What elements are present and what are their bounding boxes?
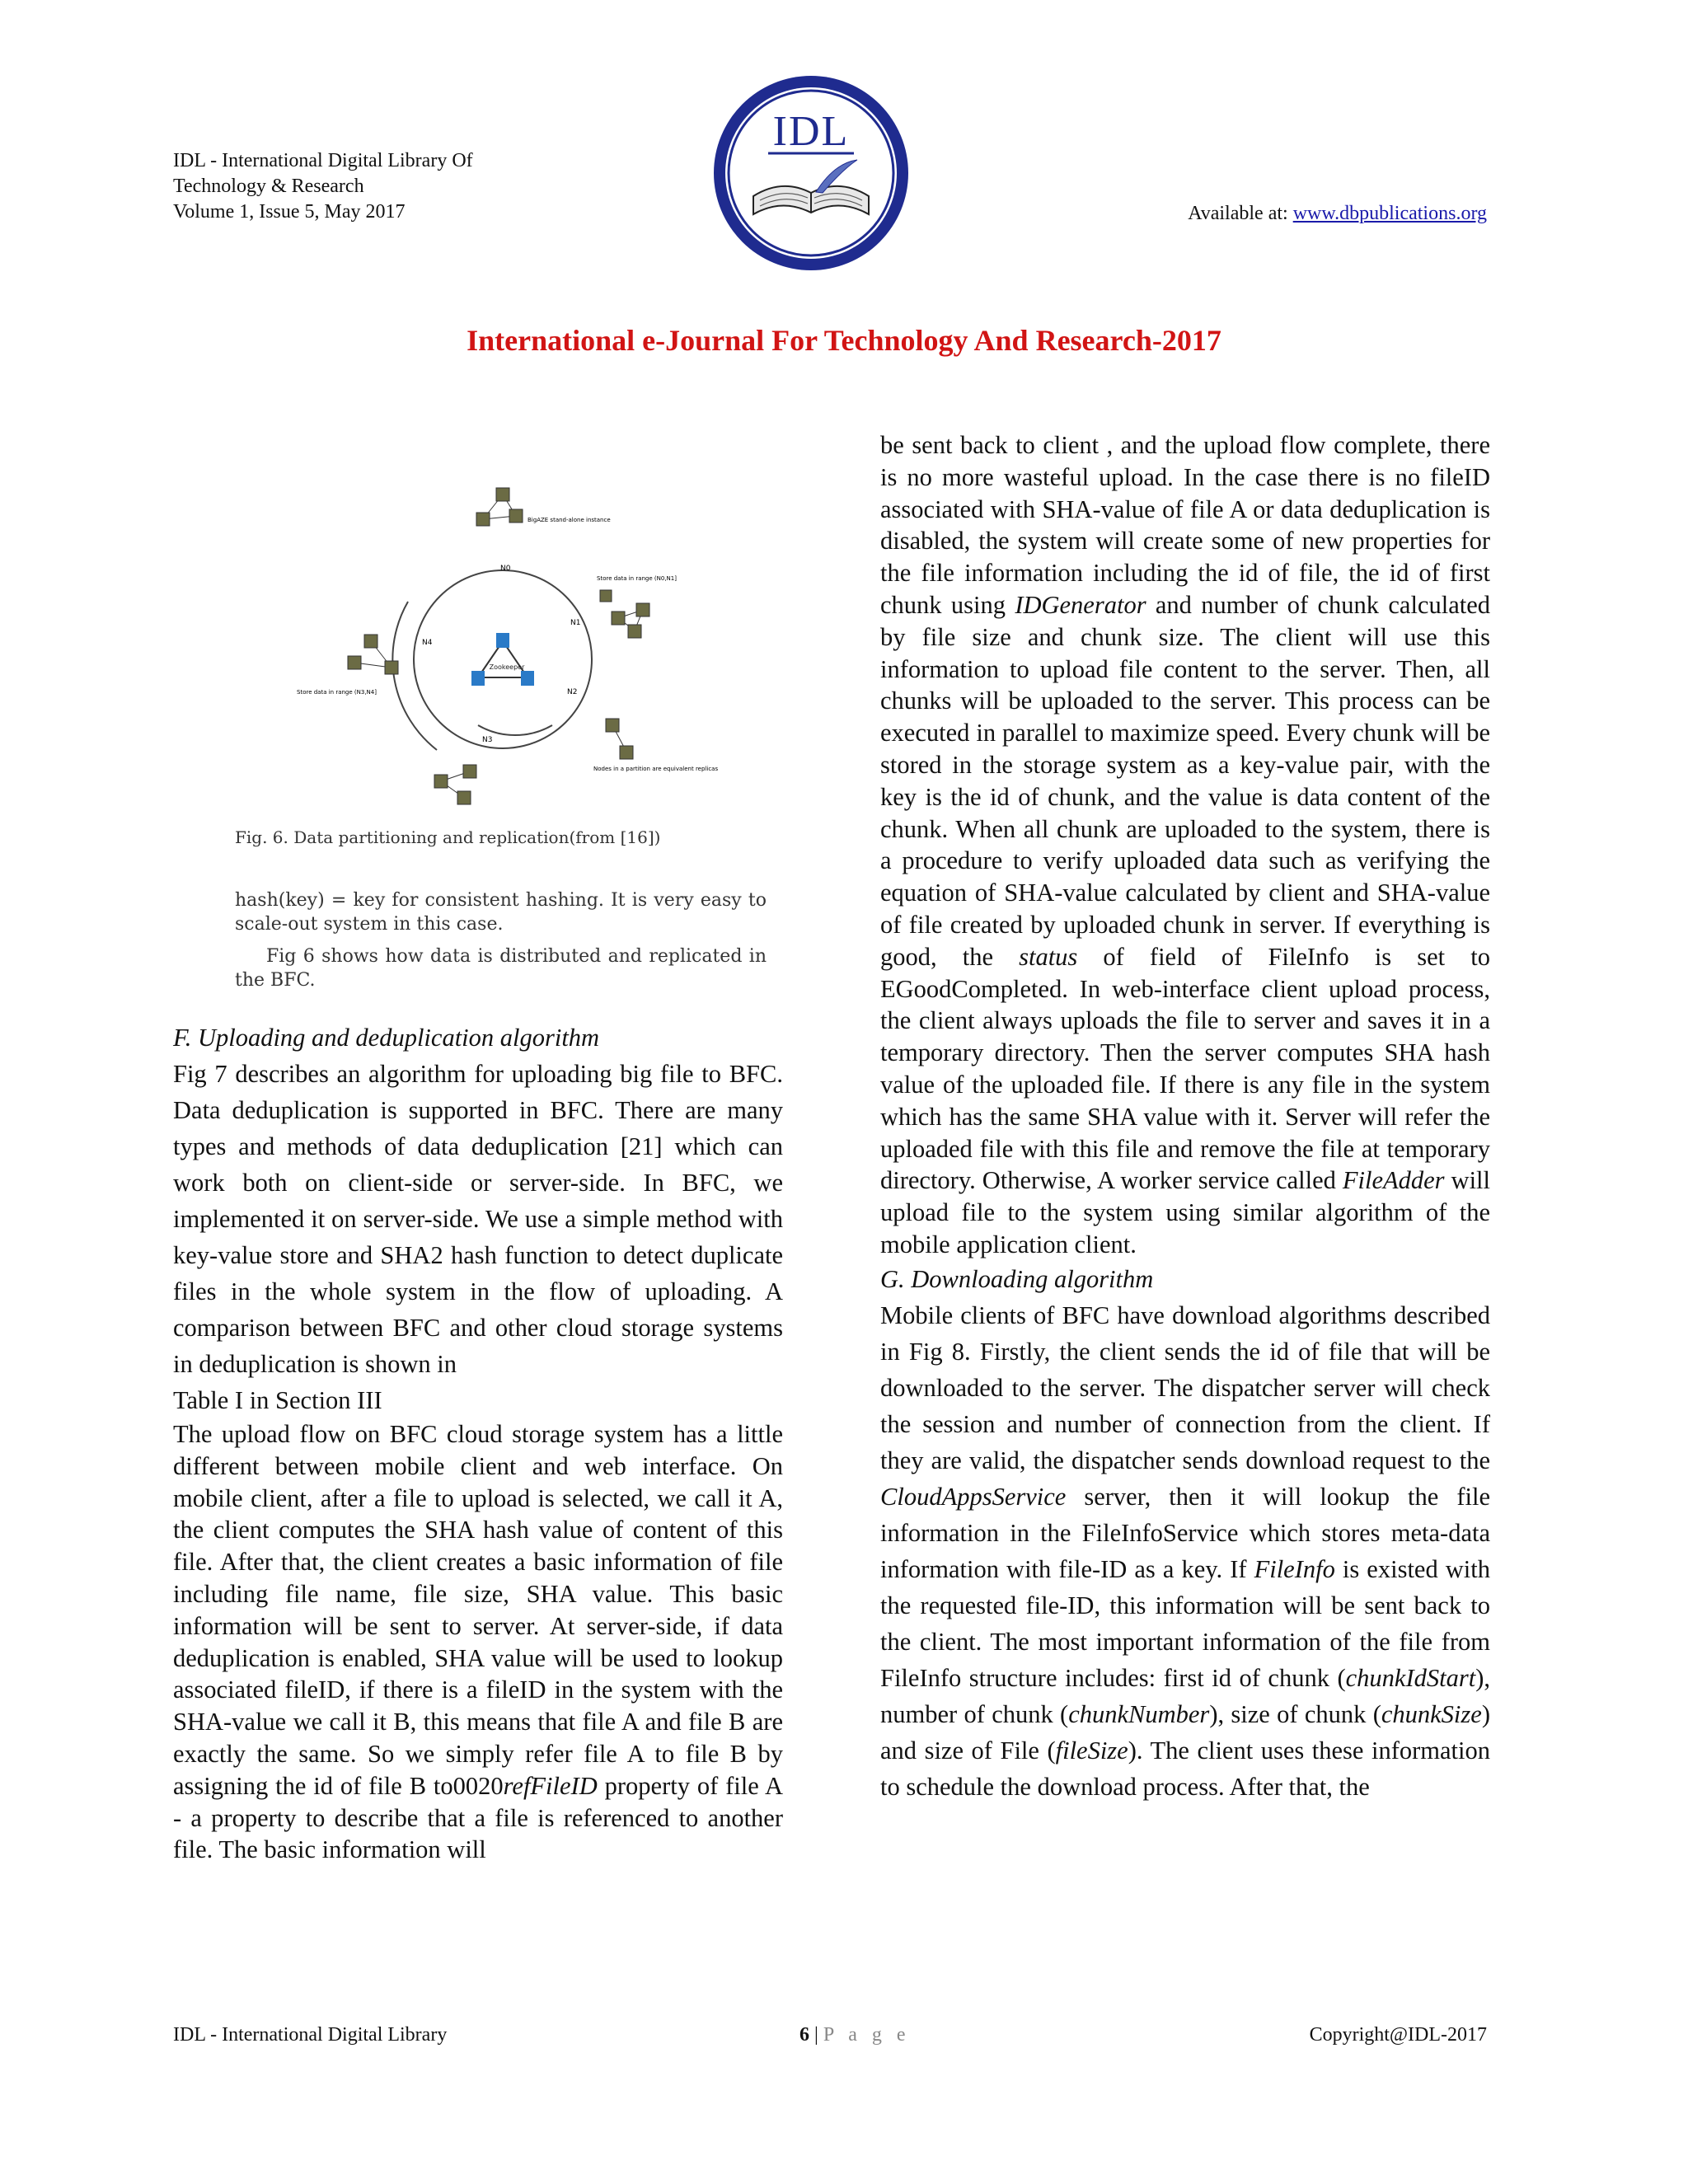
server-cluster-bottom — [434, 765, 476, 804]
right-para-2: Mobile clients of BFC have download algorithms described in Fig 8. Firstly, the client sends the id of file that will be downloaded to the server. The dispatcher server will check the session and number of connection from the client. If they are valid, the dispatcher sends download request to the CloudAppsService server, then it will lookup the file information in the FileInfoService which stores meta-data information with file-ID as a key. If FileInfo is existed with the requested file-ID, this information will be sent back to the client. The most important information of the file from FileInfo structure includes: first id of chunk (chunkIdStart), number of chunk (chunkNumber), size of chunk (chunkSize) and size of File (fileSize). The client uses these information to schedule the download process. After that, the — [880, 1301, 1490, 1801]
node-n3: N3 — [482, 736, 493, 744]
page-number: 6 — [799, 2024, 809, 2046]
zookeeper-cluster — [471, 633, 534, 686]
header-volume: Volume 1, Issue 5, May 2017 — [173, 201, 406, 223]
section-g-heading: G. Downloading algorithm — [880, 1264, 1154, 1293]
figure-caption: Fig. 6. Data partitioning and replication(from [16]) — [235, 827, 661, 847]
left-para-3: The upload flow on BFC cloud storage system has a little different between mobile client and web interface. On mobile client, after a file to upload is selected, we call it A, the client computes the SHA hash value of content of this file. After that, the client creates a basic information of file including file name, file size, SHA value. This basic information will be sent to server. At server-side, if data deduplication is enabled, SHA value will be used to lookup associated fileID, if there is a fileID in the system with the SHA-value we call it B, this means that file A and file B are exactly the same. So we simply refer file A to file B by assigning the id of file B to0020refFileID property of file A - a property to describe that a file is referenced to another file. The basic information will — [173, 1420, 784, 1864]
server-cluster-top — [476, 488, 523, 526]
header-library-name: IDL - International Digital Library Of — [173, 150, 473, 171]
journal-title: International e-Journal For Technology And Research-2017 — [467, 324, 1221, 357]
available-label: Available at: — [1188, 203, 1293, 224]
footer-copyright: Copyright@IDL-2017 — [1309, 2024, 1487, 2046]
server-cluster-bottom-right — [606, 719, 633, 759]
website-link[interactable]: www.dbpublications.org — [1292, 203, 1487, 224]
figure-text — [235, 888, 767, 1001]
figure-para-fig6: Fig 6 shows how data is distributed and replicated in the BFC. — [235, 946, 767, 991]
store-left-label: Store data in range (N3,N4] — [297, 689, 377, 696]
node-n0: N0 — [500, 565, 511, 573]
section-f-heading: F. Uploading and deduplication algorithm — [173, 1024, 600, 1052]
left-para-2: Table I in Section III — [173, 1386, 382, 1414]
header-availability — [1188, 201, 1487, 226]
header-info — [173, 148, 473, 225]
footer-library: IDL - International Digital Library — [173, 2024, 448, 2046]
figure-para-hash: hash(key) = key for consistent hashing. It is very easy to scale-out system in this case. — [235, 890, 767, 935]
server-cluster-right — [600, 590, 649, 638]
node-n4: N4 — [422, 639, 433, 647]
right-para-1: be sent back to client , and the upload flow complete, there is no more wasteful upload. In the case there is no fileID associated with SHA-value of file A or data deduplication is disabled, the system will create some of new properties for the file information including the id of file, the id of first chunk using IDGenerator and number of chunk calculated by file size and chunk size. The client will use this information to upload file content to the server. Then, all chunks will be uploaded to the server. This process can be executed in parallel to maximize speed. Every chunk will be stored in the storage system as a key-value pair, with the key is the id of chunk, and the value is data content of the chunk. When all chunk are uploaded to the system, there is a procedure to verify uploaded data such as verifying the equation of SHA-value calculated by client and SHA-value of file created by uploaded chunk in server. If everything is good, the status of field of FileInfo is set to EGoodCompleted. In web-interface client upload process, the client always uploads the file to server and saves it in a temporary directory. Then the server computes SHA hash value of the uploaded file. If there is any file in the system which has the same SHA value with it. Server will refer the uploaded file with this file and remove the file at temporary directory. Otherwise, A worker service called FileAdder will upload file to the system using similar algorithm of the mobile application client. — [880, 431, 1490, 1258]
node-n1: N1 — [570, 619, 581, 627]
idl-logo — [710, 73, 912, 274]
header-library-sub: Technology & Research — [173, 176, 364, 197]
instance-label: BigAZE stand-alone instance — [528, 517, 611, 523]
server-cluster-left — [348, 635, 398, 674]
left-column — [173, 1019, 783, 1866]
nodes-label: Nodes in a partition are equivalent replicas — [593, 766, 719, 772]
footer-page: 6 | P a g e — [799, 2024, 911, 2046]
logo-text: IDL — [772, 108, 850, 155]
page-word: P a g e — [823, 2024, 911, 2046]
node-n2: N2 — [567, 688, 578, 696]
left-para-1: Fig 7 describes an algorithm for uploading big file to BFC. Data deduplication is supported in BFC. There are many types and methods of data deduplication [21] which can work both on client-side or server-side. In BFC, we implemented it on server-side. We use a simple method with key-value store and SHA2 hash function to detect duplicate files in the whole system in the flow of uploading. A comparison between BFC and other cloud storage systems in deduplication is shown in — [173, 1060, 783, 1378]
store-top-label: Store data in range (N0,N1] — [597, 575, 677, 582]
zookeeper-label: Zookeeper — [489, 663, 525, 671]
right-column — [880, 429, 1490, 1805]
